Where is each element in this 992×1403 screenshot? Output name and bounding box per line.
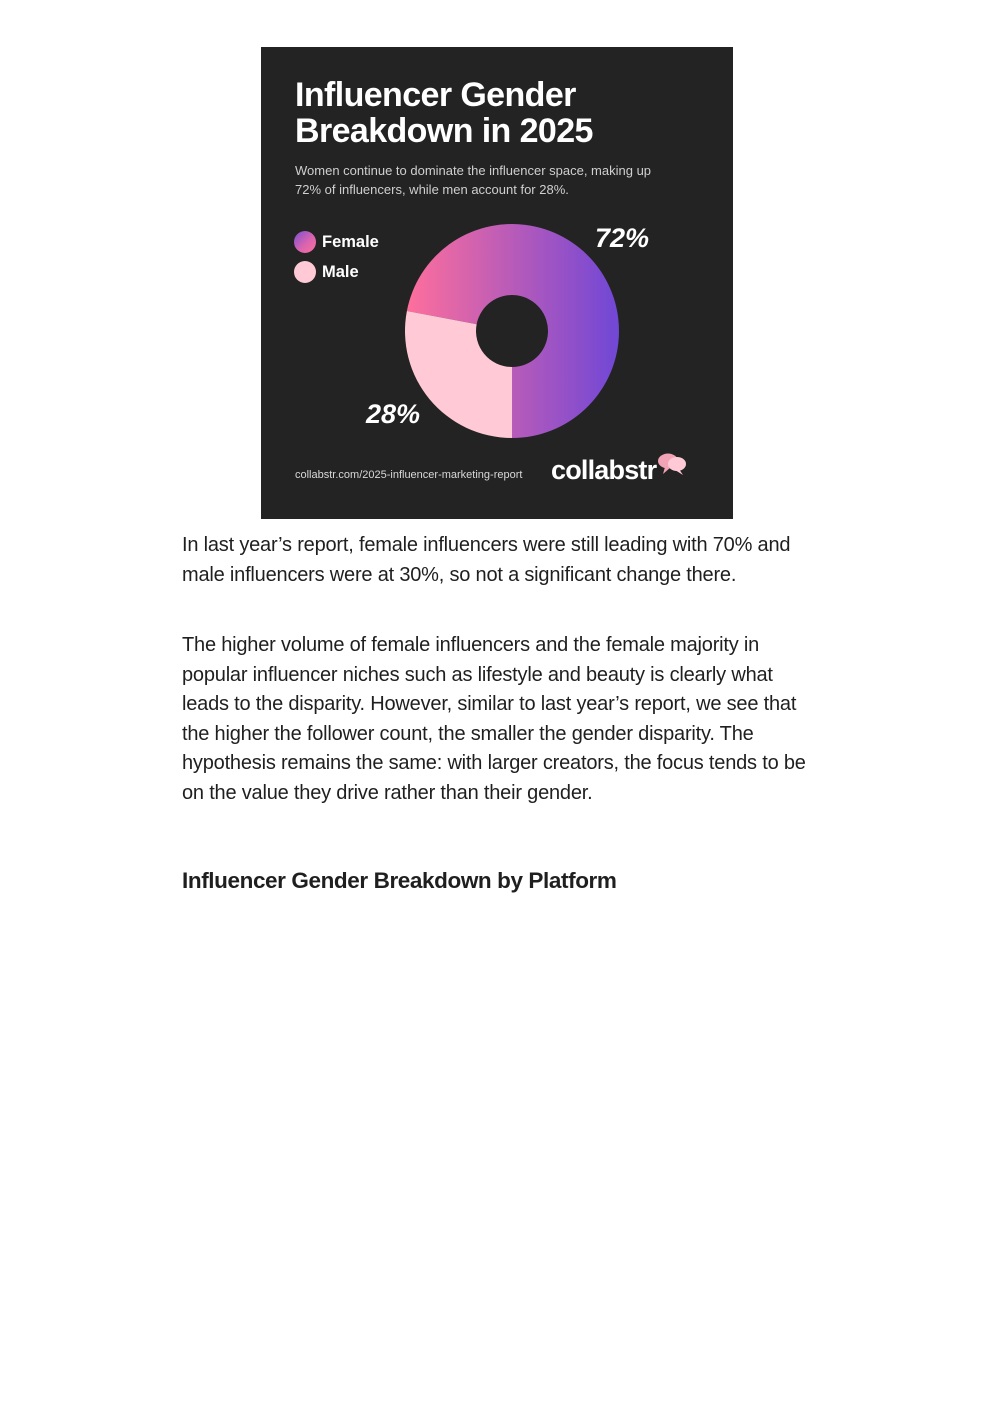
- legend-label-male: Male: [322, 262, 359, 281]
- legend-swatch-male: [294, 261, 316, 283]
- donut-slice-male: [405, 311, 512, 438]
- chart-legend: [294, 227, 379, 287]
- paragraph-last-year: In last year’s report, female influencers were still leading with 70% and male influencers were at 30%, so not a significant change there.: [182, 534, 791, 586]
- brand-name: collabstr: [551, 455, 657, 485]
- paragraph-disparity: The higher volume of female influencers and the female majority in popular influencer niches such as lifestyle and beauty is clearly what leads to the disparity. However, similar to last year’s report, we see that the higher the follower count, the smaller the gender disparity. The hypothesis remains the same: with larger creators, the focus tends to be on the value they drive rather than their gender.: [182, 634, 806, 804]
- legend-item-female: [294, 227, 379, 257]
- donut-chart: [404, 223, 620, 439]
- brand-logo: [551, 452, 687, 486]
- infographic-subtitle: Women continue to dominate the influencer space, making up 72% of influencers, while men account for 28%.: [295, 163, 652, 197]
- legend-label-female: Female: [322, 232, 379, 251]
- data-label-female: 72%: [595, 223, 650, 253]
- infographic-title: Influencer Gender Breakdown in 2025: [295, 76, 593, 150]
- data-label-male: 28%: [366, 399, 421, 429]
- legend-swatch-female: [294, 231, 316, 253]
- section-heading: Influencer Gender Breakdown by Platform: [182, 868, 617, 893]
- source-url: collabstr.com/2025-influencer-marketing-report: [295, 469, 523, 481]
- infographic-card: [261, 47, 733, 519]
- speech-bubbles-icon: [657, 452, 687, 476]
- legend-item-male: [294, 257, 379, 287]
